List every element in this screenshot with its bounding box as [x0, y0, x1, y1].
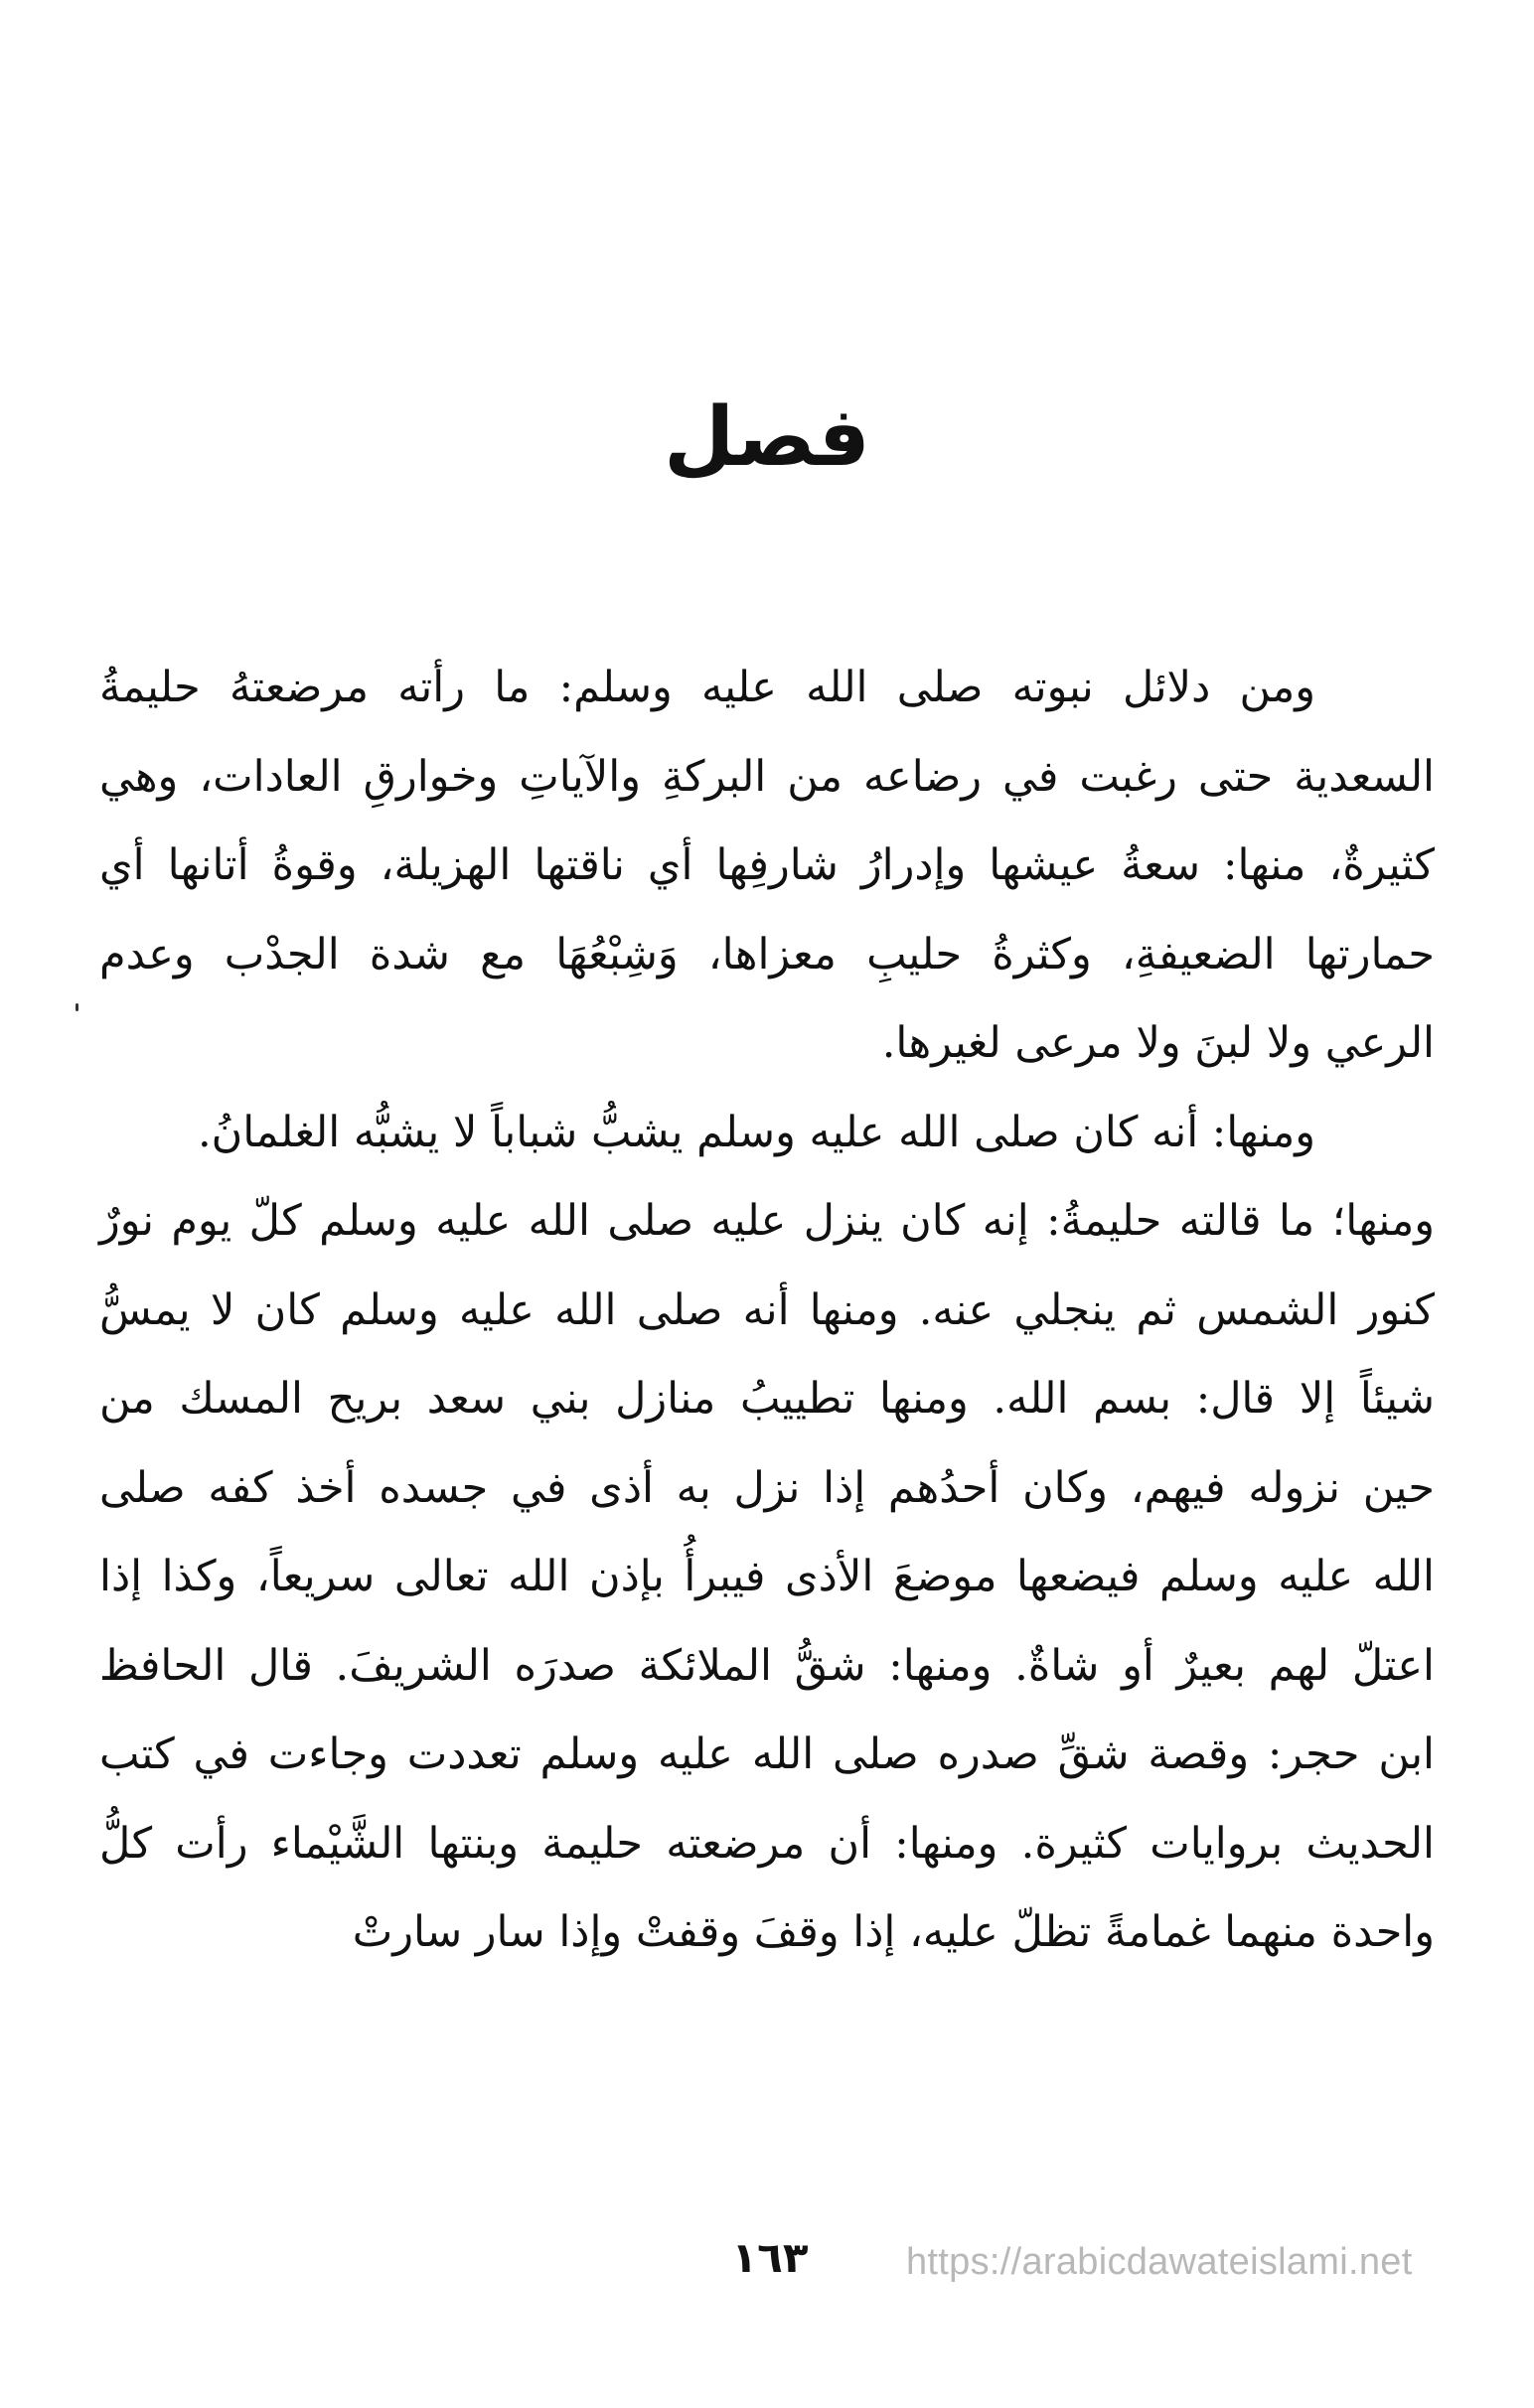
paragraph-1	[99, 644, 1435, 1089]
text-line: ابن حجر: وقصة شقِّ صدره صلى الله عليه وسلم تعددت وجاءت في كتب	[99, 1730, 1435, 1779]
paragraph-3	[99, 1177, 1435, 1978]
text-line: حين نزوله فيهم، وكان أحدُهم إذا نزل به أذى في جسده أخذ كفه صلى	[99, 1462, 1435, 1513]
text-line: السعدية حتى رغبت في رضاعه من البركةِ والآياتِ وخوارقِ العادات، وهي	[99, 751, 1435, 802]
text-line: شيئاً إلا قال: بسم الله. ومنها تطييبُ منازل بني سعد بريح المسك من	[99, 1374, 1435, 1424]
text-line: الله عليه وسلم فيضعها موضعَ الأذى فيبرأُ بإذن الله تعالى سريعاً، وكذا إذا	[99, 1552, 1435, 1601]
text-line: الرعي ولا لبنَ ولا مرعى لغيرها.	[881, 1018, 1435, 1068]
text-line: ومن دلائل نبوته صلى الله عليه وسلم: ما رأته مرضعتهُ حليمةُ	[99, 663, 1315, 712]
text-line: واحدة منهما غمامةً تظلّ عليه، إذا وقفَ وقفتْ وإذا سار سارتْ	[352, 1907, 1435, 1957]
scan-speck	[76, 1003, 78, 1011]
text-line: اعتلّ لهم بعيرٌ أو شاةٌ. ومنها: شقُّ الملائكة صدرَه الشريفَ. قال الحافظ	[99, 1640, 1435, 1691]
body-text	[99, 644, 1435, 1978]
text-line: الحديث بروايات كثيرة. ومنها: أن مرضعته حليمة وبنتها الشَّيْماء رأت كلُّ	[99, 1818, 1435, 1869]
watermark-url: https://arabicdawateislami.net	[906, 2241, 1413, 2283]
text-line: حمارتها الضعيفةِ، وكثرةُ حليبِ معزاها، وَشِبْعُهَا مع شدة الجدْب وعدم	[99, 929, 1435, 979]
paragraph-2	[99, 1089, 1435, 1178]
text-line: كثيرةٌ، منها: سعةُ عيشها وإدرارُ شارفِها أي ناقتها الهزيلة، وقوةُ أتانها أي	[99, 840, 1435, 890]
chapter-title: فصل	[664, 390, 870, 485]
text-line: ومنها: أنه كان صلى الله عليه وسلم يشبُّ شباباً لا يشبُّه الغلمانُ.	[198, 1107, 1315, 1157]
page-number: ١٦٣	[731, 2233, 809, 2282]
text-line: كنور الشمس ثم ينجلي عنه. ومنها أنه صلى الله عليه وسلم كان لا يمسُّ	[99, 1284, 1435, 1335]
text-line: ومنها؛ ما قالته حليمةُ: إنه كان ينزل عليه صلى الله عليه وسلم كلّ يوم نورٌ	[99, 1196, 1435, 1246]
